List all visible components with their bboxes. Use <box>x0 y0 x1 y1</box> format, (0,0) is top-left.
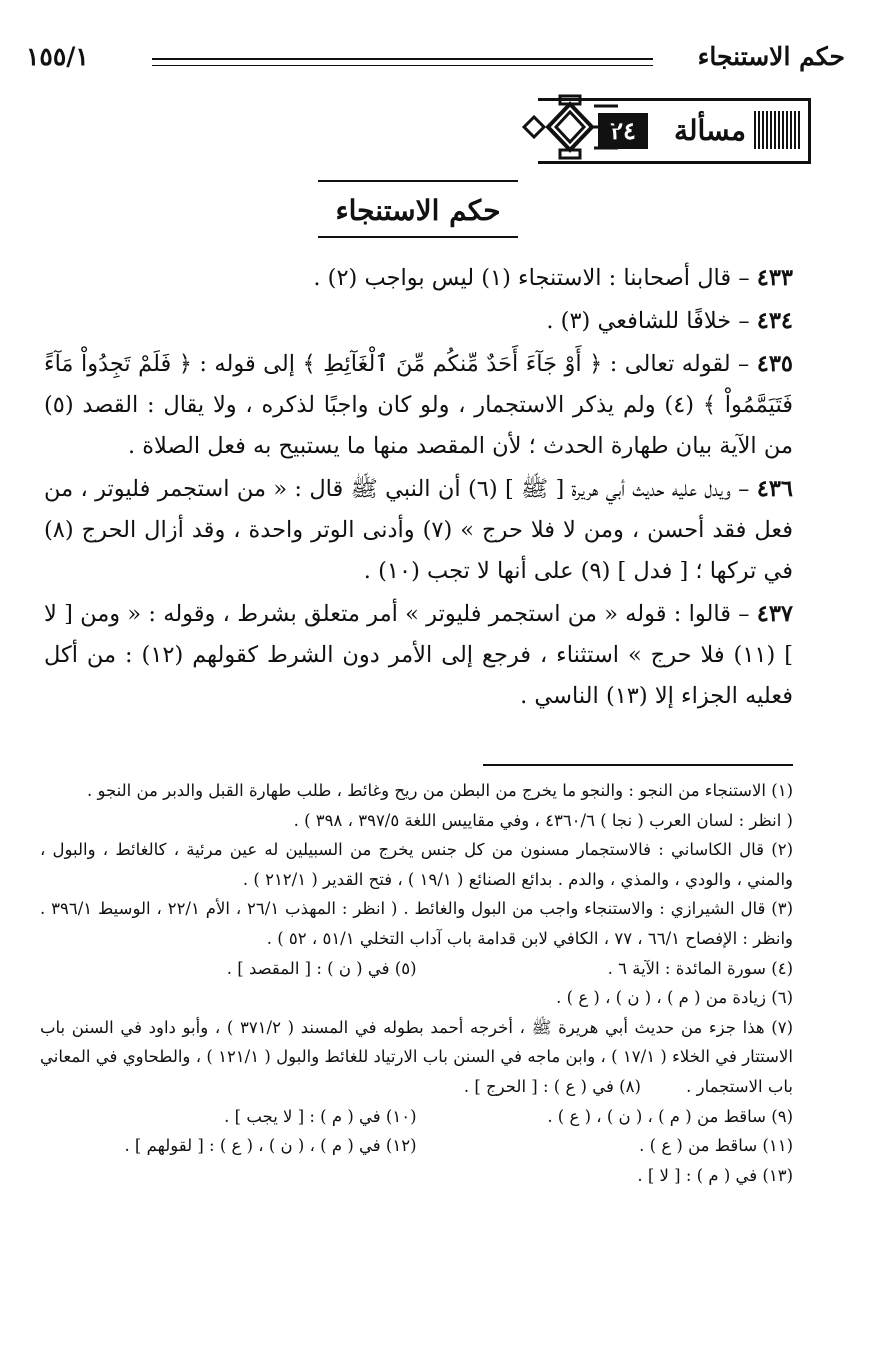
banner-stripes <box>754 111 802 149</box>
running-header-rule <box>152 58 653 66</box>
footnote-6: (٦) زيادة من ( م ) ، ( ن ) ، ( ع ) . <box>556 988 793 1008</box>
footnote-2: (٢) قال الكاساني : فالاستجمار مسنون من كل جنس يخرج من السبيلين له عين مرئية ، كالغائط ، والبول ، والمني ، والودي ، والمذي ، والدم . بدائع الصنائع ( ١٩/١ ) ، فتح القدير ( ٢١٢/١ ) . <box>40 840 793 889</box>
paragraph-number: ٤٣٥ <box>756 351 793 377</box>
footnote-13: (١٣) في ( م ) : [ لا ] . <box>637 1165 793 1185</box>
main-text <box>44 258 793 719</box>
footnote-11: (١١) ساقط من ( ع ) . <box>639 1136 793 1156</box>
running-header-title: حكم الاستنجاء <box>697 42 845 71</box>
paragraph-text: – خلافًا للشافعي (٣) . <box>546 308 757 334</box>
footnote-12: (١٢) في ( م ) ، ( ن ) ، ( ع ) : [ لقولهم ] . <box>124 1136 417 1156</box>
heading-overline <box>318 180 518 182</box>
footnote-3: (٣) قال الشيرازي : والاستنجاء واجب من البول والغائط . ( انظر : المهذب ٢٦/١ ، الأم ٢٢/١ ، الوسيط ٣٩٦/١ . وانظر : الإفصاح ٦٦/١ ، ٧٧ ، الكافي لابن قدامة باب آداب التخلي ٥١/١ ، ٥٢ ) . <box>40 899 793 948</box>
paragraph-text: – قال أصحابنا : الاستنجاء (١) ليس بواجب (٢) . <box>313 265 757 291</box>
footnote-row <box>40 1131 793 1161</box>
footnote-10: (١٠) في ( م ) : [ لا يجب ] . <box>224 1106 417 1126</box>
paragraph-text: – قالوا : قوله « من استجمر فليوتر » أمر متعلق بشرط ، وقوله : « ومن [ لا ] (١١) فلا حرج » استثناء ، فرجع إلى الأمر دون الشرط كقولهم (١٢) : من أكل فعليه الجزاء إلا (١٣) الناسي . <box>44 601 793 709</box>
heading-underline <box>318 236 518 238</box>
footnote-7-text: (٧) هذا جزء من حديث أبي هريرة ﷺ ، أخرجه أحمد بطوله في المسند ( ٣٧١/٢ ) ، وأبو داود في السنن باب الاستتار في الخلاء ( ١٧/١ ) ، وابن ماجه في السنن باب الارتياد للغائط والبول ( ١٢١/١ ) ، والطحاوي في المعاني باب الاستجمار . <box>40 1017 793 1096</box>
chapter-heading: حكم الاستنجاء <box>335 194 501 227</box>
paragraph-number: ٤٣٦ <box>756 476 793 502</box>
paragraph-number: ٤٣٣ <box>756 265 793 291</box>
footnote-1-ref: ( انظر : لسان العرب ( نجا ) ٤٣٦٠/٦ ، وفي مقاييس اللغة ٣٩٧/٥ ، ٣٩٨ ) . <box>293 810 793 830</box>
masala-label: مسألة <box>673 114 746 147</box>
footnote-9: (٩) ساقط من ( م ) ، ( ن ) ، ( ع ) . <box>547 1106 793 1126</box>
footnote-separator <box>483 764 793 766</box>
paragraph-435 <box>44 344 793 467</box>
paragraph-number: ٤٣٤ <box>756 308 793 334</box>
masala-number: ٢٤ <box>598 113 648 149</box>
paragraph-text: – لقوله تعالى : ﴿ أَوْ جَآءَ أَحَدٌ مِّنكُم مِّنَ ٱلْغَآئِطِ ﴾ إلى قوله : ﴿ فَلَمْ تَجِدُواْ مَآءً فَتَيَمَّمُواْ ﴾ (٤) ولم يذكر الاستجمار ، ولو كان واجبًا لذكره ، ولا يقال : القصد (٥) من الآية بيان طهارة الحدث ؛ لأن المقصد منها ما يستبيح به فعل الصلاة . <box>44 351 794 459</box>
footnote-7 <box>40 1013 793 1102</box>
footnote-row <box>40 1102 793 1132</box>
footnote-4: (٤) سورة المائدة : الآية ٦ . <box>607 958 793 978</box>
paragraph-436 <box>44 469 793 592</box>
paragraph-433 <box>44 258 793 299</box>
footnote-5: (٥) في ( ن ) : [ المقصد ] . <box>226 958 417 978</box>
footnote-1: (١) الاستنجاء من النجو : والنجو ما يخرج من البطن من ريح وغائط ، طلب طهارة القبل والدبر من النجو . <box>86 781 793 800</box>
page-number: ١٥٥/١ <box>26 42 89 71</box>
paragraph-text: – ويدل عليه حديث أبي هريرة [ ﷺ ] (٦) أن النبي ﷺ قال : « من استجمر فليوتر ، من فعل فقد أحسن ، ومن لا فلا حرج » (٧) وأدنى الوتر واحدة ، وقد أزال الحرج (٨) في تركها ؛ [ فدل ] (٩) على أنها لا تجب (١٠) . <box>44 476 793 584</box>
ornament-icon <box>520 92 620 162</box>
footnotes <box>40 776 793 1190</box>
footnote-row <box>40 954 793 984</box>
footnote-8: (٨) في ( ع ) : [ الحرج ] . <box>463 1076 641 1096</box>
paragraph-434 <box>44 301 793 342</box>
running-header <box>22 42 851 82</box>
paragraph-437 <box>44 594 793 717</box>
paragraph-number: ٤٣٧ <box>756 601 793 627</box>
